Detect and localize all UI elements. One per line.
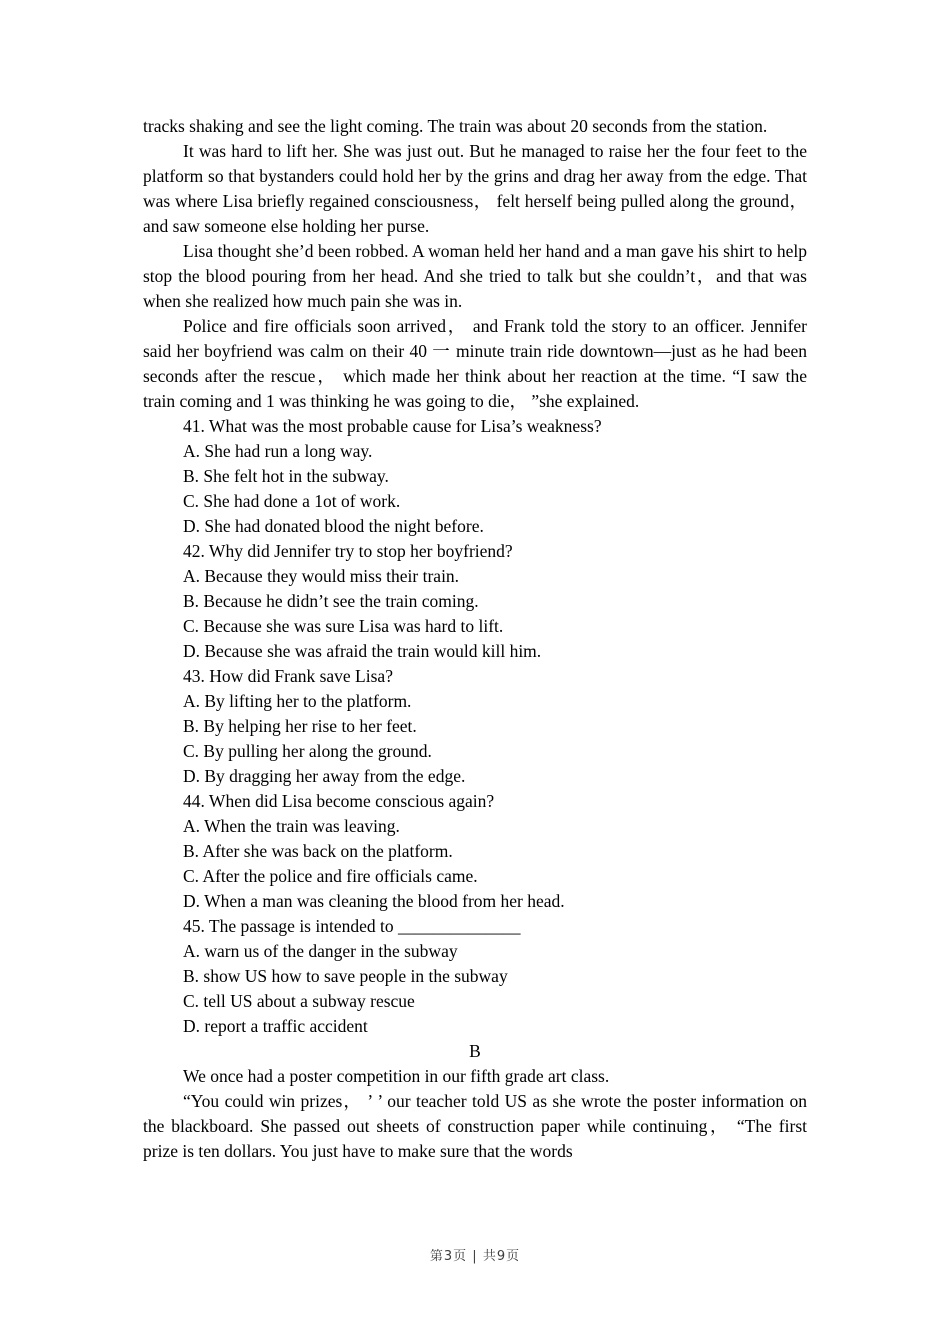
question-option: D. When a man was cleaning the blood from her head. bbox=[183, 891, 565, 911]
question-stem: 43. How did Frank save Lisa? bbox=[183, 666, 393, 686]
question-stem: 44. When did Lisa become conscious again? bbox=[183, 791, 495, 811]
question-stem: 42. Why did Jennifer try to stop her boyfriend? bbox=[183, 541, 513, 561]
question-45 bbox=[143, 914, 807, 1039]
question-option: D. report a traffic accident bbox=[183, 1016, 368, 1036]
question-stem: 41. What was the most probable cause for Lisa’s weakness? bbox=[183, 416, 602, 436]
passage-a-paragraph: tracks shaking and see the light coming. The train was about 20 seconds from the station. bbox=[143, 116, 768, 136]
page-footer bbox=[0, 1245, 950, 1264]
passage-a-paragraph: Lisa thought she’d been robbed. A woman held her hand and a man gave his shirt to help stop the blood pouring from her head. And she tried to talk but she couldn’t，and that was when she realized how much pain she was in. bbox=[143, 241, 807, 311]
question-option: A. By lifting her to the platform. bbox=[183, 691, 412, 711]
question-option: B. show US how to save people in the subway bbox=[183, 966, 508, 986]
passage-b-paragraph: “You could win prizes， ’ ’ our teacher told US as she wrote the poster information on the blackboard. She passed out sheets of construction paper while continuing， “The first prize is ten dollars. You just have to make sure that the words bbox=[143, 1091, 807, 1161]
question-option: D. Because she was afraid the train would kill him. bbox=[183, 641, 542, 661]
passage-a-paragraph: It was hard to lift her. She was just out. But he managed to raise her the four feet to the platform so that bystanders could hold her by the grins and drag her away from the edge. That was where Lisa briefly regained consciousness， felt herself being pulled along the ground，and saw someone else holding her purse. bbox=[143, 141, 807, 236]
question-option: C. She had done a 1ot of work. bbox=[183, 491, 401, 511]
question-41 bbox=[143, 414, 807, 539]
question-stem: 45. The passage is intended to ______________ bbox=[183, 916, 521, 936]
section-b-heading: B bbox=[469, 1041, 481, 1061]
question-option: A. warn us of the danger in the subway bbox=[183, 941, 458, 961]
passage-a-paragraph: Police and fire officials soon arrived， and Frank told the story to an officer. Jennifer said her boyfriend was calm on their 40 一 minute train ride downtown—just as he had been seconds after the rescue， which made her think about her reaction at the time. “I saw the train coming and 1 was thinking he was going to die， ”she explained. bbox=[143, 316, 807, 411]
question-option: C. tell US about a subway rescue bbox=[183, 991, 415, 1011]
question-option: C. By pulling her along the ground. bbox=[183, 741, 432, 761]
question-option: B. By helping her rise to her feet. bbox=[183, 716, 417, 736]
question-43 bbox=[143, 664, 807, 789]
question-option: D. She had donated blood the night before. bbox=[183, 516, 484, 536]
question-option: B. She felt hot in the subway. bbox=[183, 466, 389, 486]
question-option: A. When the train was leaving. bbox=[183, 816, 400, 836]
page-content bbox=[143, 114, 807, 1164]
page-number: 第3页 | 共9页 bbox=[429, 1249, 521, 1264]
passage-b-paragraph: We once had a poster competition in our fifth grade art class. bbox=[183, 1066, 610, 1086]
question-44 bbox=[143, 789, 807, 914]
question-option: D. By dragging her away from the edge. bbox=[183, 766, 466, 786]
question-option: B. Because he didn’t see the train coming. bbox=[183, 591, 479, 611]
question-42 bbox=[143, 539, 807, 664]
question-option: A. Because they would miss their train. bbox=[183, 566, 460, 586]
question-option: B. After she was back on the platform. bbox=[183, 841, 453, 861]
question-option: C. Because she was sure Lisa was hard to lift. bbox=[183, 616, 504, 636]
question-option: A. She had run a long way. bbox=[183, 441, 373, 461]
question-option: C. After the police and fire officials came. bbox=[183, 866, 478, 886]
